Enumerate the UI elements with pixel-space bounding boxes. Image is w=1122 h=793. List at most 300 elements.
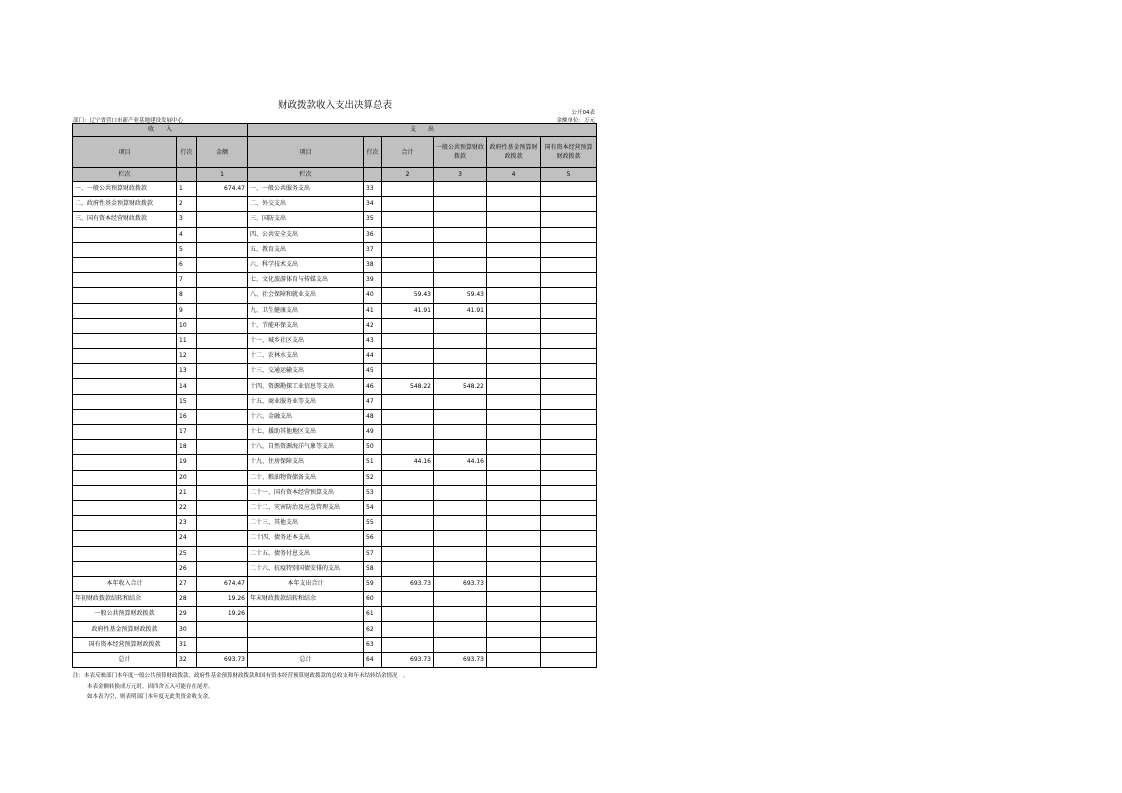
column-index-row	[73, 168, 597, 182]
expense-row-no: 63	[364, 637, 382, 652]
expense-state	[541, 379, 597, 394]
income-item	[73, 561, 177, 576]
expense-fund	[487, 607, 541, 622]
expense-state	[541, 409, 597, 424]
income-row-no: 8	[177, 288, 197, 303]
table-row	[73, 288, 597, 303]
income-item	[73, 257, 177, 272]
income-row-no: 13	[177, 364, 197, 379]
income-amount	[197, 409, 248, 424]
expense-total: 693.73	[382, 652, 434, 667]
expense-general	[434, 531, 487, 546]
income-item	[73, 394, 177, 409]
expense-row-no: 42	[364, 318, 382, 333]
expense-fund	[487, 500, 541, 515]
expense-row-no: 49	[364, 425, 382, 440]
expense-item: 二、外交支出	[248, 197, 364, 212]
expense-item: 十、节能环保支出	[248, 318, 364, 333]
expense-state	[541, 303, 597, 318]
income-amount	[197, 227, 248, 242]
expense-row-no: 55	[364, 516, 382, 531]
expense-total	[382, 425, 434, 440]
expense-general: 44.16	[434, 455, 487, 470]
income-item	[73, 288, 177, 303]
income-amount	[197, 379, 248, 394]
income-amount	[197, 455, 248, 470]
table-row	[73, 273, 597, 288]
header-amount: 金额	[197, 137, 248, 168]
expense-fund	[487, 394, 541, 409]
expense-total	[382, 607, 434, 622]
budget-table	[72, 123, 597, 668]
expense-state	[541, 576, 597, 591]
income-item	[73, 516, 177, 531]
expense-item	[248, 622, 364, 637]
income-item	[73, 349, 177, 364]
income-amount	[197, 364, 248, 379]
income-item	[73, 409, 177, 424]
expense-state	[541, 546, 597, 561]
footnote-2: 本表金额转换成万元时，因四舍五入可能存在尾差。	[87, 683, 214, 690]
expense-item	[248, 607, 364, 622]
income-item: 三、国有资本经营财政拨款	[73, 212, 177, 227]
expense-state	[541, 500, 597, 515]
income-row-no: 18	[177, 440, 197, 455]
expense-total	[382, 394, 434, 409]
expense-state	[541, 242, 597, 257]
expense-row-no: 34	[364, 197, 382, 212]
expense-item: 年末财政拨款结转和结余	[248, 592, 364, 607]
expense-state	[541, 349, 597, 364]
expense-item: 六、科学技术支出	[248, 257, 364, 272]
table-row	[73, 485, 597, 500]
expense-item: 十七、援助其他地区支出	[248, 425, 364, 440]
income-row-no: 22	[177, 500, 197, 515]
expense-state	[541, 318, 597, 333]
summary-row	[73, 622, 597, 637]
income-amount	[197, 288, 248, 303]
expense-row-no: 59	[364, 576, 382, 591]
expense-fund	[487, 379, 541, 394]
expense-total	[382, 409, 434, 424]
expense-state	[541, 531, 597, 546]
unit-label: 金额单位：万元	[556, 118, 595, 124]
col-index-2: 2	[382, 168, 434, 182]
expense-item: 二十一、国有资本经营预算支出	[248, 485, 364, 500]
income-item: 政府性基金预算财政拨款	[73, 622, 177, 637]
expense-fund	[487, 409, 541, 424]
expense-total	[382, 349, 434, 364]
income-amount	[197, 333, 248, 348]
income-row-no: 20	[177, 470, 197, 485]
expense-total	[382, 333, 434, 348]
expense-total	[382, 273, 434, 288]
expense-item: 三、国防支出	[248, 212, 364, 227]
income-item	[73, 364, 177, 379]
expense-item: 十九、住房保障支出	[248, 455, 364, 470]
income-row-no: 2	[177, 197, 197, 212]
income-amount	[197, 637, 248, 652]
expense-total	[382, 242, 434, 257]
income-amount	[197, 516, 248, 531]
expense-general	[434, 470, 487, 485]
expense-fund	[487, 485, 541, 500]
expense-total	[382, 500, 434, 515]
col-index-5: 5	[541, 168, 597, 182]
table-row	[73, 470, 597, 485]
expense-total	[382, 516, 434, 531]
expense-state	[541, 333, 597, 348]
header-total: 合计	[382, 137, 434, 168]
expense-row-no: 35	[364, 212, 382, 227]
expense-general	[434, 425, 487, 440]
col-index-label: 栏次	[73, 168, 177, 182]
expense-item: 十五、商业服务业等支出	[248, 394, 364, 409]
expense-row-no: 46	[364, 379, 382, 394]
expense-row-no: 38	[364, 257, 382, 272]
col-index-label-expense: 栏次	[248, 168, 364, 182]
income-item	[73, 379, 177, 394]
income-item	[73, 470, 177, 485]
expense-row-no: 36	[364, 227, 382, 242]
expense-total	[382, 637, 434, 652]
income-item	[73, 485, 177, 500]
expense-row-no: 54	[364, 500, 382, 515]
expense-row-no: 60	[364, 592, 382, 607]
income-amount	[197, 485, 248, 500]
expense-row-no: 43	[364, 333, 382, 348]
expense-general	[434, 349, 487, 364]
expense-row-no: 37	[364, 242, 382, 257]
income-amount	[197, 242, 248, 257]
expense-state	[541, 637, 597, 652]
income-section-header: 收 入	[73, 124, 248, 137]
expense-total	[382, 212, 434, 227]
col-index-1: 1	[197, 168, 248, 182]
income-row-no: 15	[177, 394, 197, 409]
expense-fund	[487, 349, 541, 364]
income-amount	[197, 349, 248, 364]
expense-fund	[487, 288, 541, 303]
income-amount	[197, 470, 248, 485]
col-index-3: 3	[434, 168, 487, 182]
expense-state	[541, 288, 597, 303]
income-amount	[197, 425, 248, 440]
expense-fund	[487, 576, 541, 591]
summary-row	[73, 592, 597, 607]
table-row	[73, 531, 597, 546]
expense-general	[434, 394, 487, 409]
income-item	[73, 425, 177, 440]
income-row-no: 17	[177, 425, 197, 440]
income-amount	[197, 197, 248, 212]
income-amount	[197, 500, 248, 515]
expense-total: 693.73	[382, 576, 434, 591]
expense-row-no: 39	[364, 273, 382, 288]
expense-total	[382, 592, 434, 607]
col-index-blank-expense	[364, 168, 382, 182]
table-row	[73, 242, 597, 257]
income-item	[73, 303, 177, 318]
summary-row	[73, 576, 597, 591]
expense-general	[434, 242, 487, 257]
expense-general	[434, 485, 487, 500]
expense-row-no: 61	[364, 607, 382, 622]
table-row	[73, 516, 597, 531]
expense-total	[382, 440, 434, 455]
expense-fund	[487, 440, 541, 455]
expense-general: 693.73	[434, 652, 487, 667]
income-item	[73, 242, 177, 257]
table-row	[73, 318, 597, 333]
income-amount	[197, 303, 248, 318]
expense-general	[434, 546, 487, 561]
income-row-no: 14	[177, 379, 197, 394]
section-header-row	[73, 124, 597, 137]
header-row-no-expense: 行次	[364, 137, 382, 168]
expense-item: 十一、城乡社区支出	[248, 333, 364, 348]
table-row	[73, 303, 597, 318]
expense-state	[541, 485, 597, 500]
header-item-expense: 项目	[248, 137, 364, 168]
income-amount: 674.47	[197, 182, 248, 197]
expense-fund	[487, 516, 541, 531]
expense-general	[434, 637, 487, 652]
income-row-no: 26	[177, 561, 197, 576]
expense-state	[541, 607, 597, 622]
expense-total	[382, 197, 434, 212]
income-item	[73, 500, 177, 515]
expense-total: 59.43	[382, 288, 434, 303]
expense-item: 四、公共安全支出	[248, 227, 364, 242]
department-label: 部门：辽宁省营口市新产业基地建设发展中心	[73, 118, 184, 124]
expense-row-no: 64	[364, 652, 382, 667]
column-header-row	[73, 137, 597, 168]
expense-general	[434, 607, 487, 622]
expense-state	[541, 592, 597, 607]
income-row-no: 1	[177, 182, 197, 197]
expense-row-no: 41	[364, 303, 382, 318]
expense-state	[541, 561, 597, 576]
expense-fund	[487, 561, 541, 576]
expense-row-no: 52	[364, 470, 382, 485]
income-row-no: 21	[177, 485, 197, 500]
expense-state	[541, 440, 597, 455]
expense-fund	[487, 531, 541, 546]
expense-row-no: 57	[364, 546, 382, 561]
table-row	[73, 212, 597, 227]
expense-general	[434, 333, 487, 348]
expense-general	[434, 409, 487, 424]
table-row	[73, 379, 597, 394]
summary-row	[73, 637, 597, 652]
expense-item: 七、文化旅游体育与传媒支出	[248, 273, 364, 288]
expense-state	[541, 273, 597, 288]
expense-item: 十三、交通运输支出	[248, 364, 364, 379]
expense-general	[434, 197, 487, 212]
expense-total	[382, 531, 434, 546]
expense-total	[382, 257, 434, 272]
expense-item: 一、一般公共服务支出	[248, 182, 364, 197]
income-amount	[197, 273, 248, 288]
expense-state	[541, 470, 597, 485]
expense-general	[434, 561, 487, 576]
expense-fund	[487, 257, 541, 272]
income-item: 本年收入合计	[73, 576, 177, 591]
expense-total: 44.16	[382, 455, 434, 470]
expense-row-no: 45	[364, 364, 382, 379]
expense-total: 41.91	[382, 303, 434, 318]
header-state-capital: 国有资本经营预算财政拨款	[541, 137, 597, 168]
income-item	[73, 318, 177, 333]
expense-fund	[487, 425, 541, 440]
expense-fund	[487, 273, 541, 288]
expense-total	[382, 318, 434, 333]
expense-item: 二十五、债务付息支出	[248, 546, 364, 561]
expense-total	[382, 364, 434, 379]
expense-row-no: 62	[364, 622, 382, 637]
table-row	[73, 333, 597, 348]
expense-item: 十六、金融支出	[248, 409, 364, 424]
summary-row	[73, 652, 597, 667]
income-item: 一般公共预算财政拨款	[73, 607, 177, 622]
expense-general	[434, 500, 487, 515]
income-row-no: 4	[177, 227, 197, 242]
expense-general: 693.73	[434, 576, 487, 591]
income-row-no: 7	[177, 273, 197, 288]
expense-fund	[487, 212, 541, 227]
expense-general	[434, 182, 487, 197]
table-row	[73, 425, 597, 440]
income-amount: 693.73	[197, 652, 248, 667]
footnote-1: 注：本表反映部门本年度一般公共预算财政拨款、政府性基金预算财政拨款和国有资本经营预算财政拨款的总收支和年末结转结余情况 。	[73, 673, 409, 679]
expense-general	[434, 227, 487, 242]
expense-total	[382, 470, 434, 485]
expense-general	[434, 440, 487, 455]
footnotes	[73, 671, 409, 703]
expense-row-no: 58	[364, 561, 382, 576]
expense-state	[541, 364, 597, 379]
table-row	[73, 440, 597, 455]
form-number: 公开04表	[571, 110, 595, 116]
income-row-no: 16	[177, 409, 197, 424]
income-row-no: 9	[177, 303, 197, 318]
income-item	[73, 273, 177, 288]
expense-item: 二十二、灾害防治及应急管理支出	[248, 500, 364, 515]
expense-total	[382, 485, 434, 500]
income-row-no: 24	[177, 531, 197, 546]
income-row-no: 11	[177, 333, 197, 348]
expense-fund	[487, 455, 541, 470]
income-item	[73, 333, 177, 348]
expense-general	[434, 273, 487, 288]
expense-total	[382, 622, 434, 637]
expense-item: 二十三、其他支出	[248, 516, 364, 531]
income-item: 二、政府性基金预算财政拨款	[73, 197, 177, 212]
income-amount	[197, 622, 248, 637]
expense-item	[248, 637, 364, 652]
income-amount: 19.26	[197, 592, 248, 607]
income-amount	[197, 257, 248, 272]
income-row-no: 5	[177, 242, 197, 257]
income-amount	[197, 561, 248, 576]
expense-state	[541, 212, 597, 227]
expense-section-header: 支 出	[248, 124, 597, 137]
expense-row-no: 53	[364, 485, 382, 500]
table-row	[73, 227, 597, 242]
expense-total	[382, 561, 434, 576]
table-row	[73, 546, 597, 561]
expense-row-no: 40	[364, 288, 382, 303]
expense-general: 548.22	[434, 379, 487, 394]
expense-item: 二十、粮油物资储备支出	[248, 470, 364, 485]
income-amount	[197, 212, 248, 227]
expense-row-no: 47	[364, 394, 382, 409]
header-item: 项目	[73, 137, 177, 168]
header-row-no: 行次	[177, 137, 197, 168]
expense-item: 二十四、债务还本支出	[248, 531, 364, 546]
table-row	[73, 561, 597, 576]
income-row-no: 29	[177, 607, 197, 622]
expense-total: 548.22	[382, 379, 434, 394]
expense-general: 59.43	[434, 288, 487, 303]
expense-fund	[487, 303, 541, 318]
expense-general	[434, 212, 487, 227]
expense-item: 二十六、抗疫特别国债安排的支出	[248, 561, 364, 576]
income-item	[73, 455, 177, 470]
expense-fund	[487, 333, 541, 348]
income-item: 一、一般公共预算财政拨款	[73, 182, 177, 197]
expense-state	[541, 425, 597, 440]
expense-row-no: 44	[364, 349, 382, 364]
income-row-no: 31	[177, 637, 197, 652]
expense-state	[541, 182, 597, 197]
expense-item: 八、社会保障和就业支出	[248, 288, 364, 303]
expense-state	[541, 394, 597, 409]
expense-state	[541, 516, 597, 531]
expense-row-no: 56	[364, 531, 382, 546]
expense-general	[434, 257, 487, 272]
income-item: 年初财政拨款结转和结余	[73, 592, 177, 607]
expense-state	[541, 652, 597, 667]
expense-fund	[487, 546, 541, 561]
income-amount	[197, 318, 248, 333]
expense-general	[434, 364, 487, 379]
income-row-no: 12	[177, 349, 197, 364]
expense-item: 十四、资源勘探工业信息等支出	[248, 379, 364, 394]
income-amount: 674.47	[197, 576, 248, 591]
income-item	[73, 546, 177, 561]
expense-fund	[487, 227, 541, 242]
table-row	[73, 364, 597, 379]
income-row-no: 19	[177, 455, 197, 470]
table-row	[73, 182, 597, 197]
expense-state	[541, 197, 597, 212]
income-amount	[197, 531, 248, 546]
income-item: 总计	[73, 652, 177, 667]
footnote-3: 如本表为空，则表明部门本年度无此类资金收支余。	[87, 694, 214, 700]
col-index-4: 4	[487, 168, 541, 182]
income-row-no: 23	[177, 516, 197, 531]
table-row	[73, 394, 597, 409]
expense-total	[382, 182, 434, 197]
expense-fund	[487, 364, 541, 379]
expense-fund	[487, 592, 541, 607]
expense-fund	[487, 622, 541, 637]
expense-fund	[487, 197, 541, 212]
income-item	[73, 227, 177, 242]
header-general-budget: 一般公共预算财政拨款	[434, 137, 487, 168]
